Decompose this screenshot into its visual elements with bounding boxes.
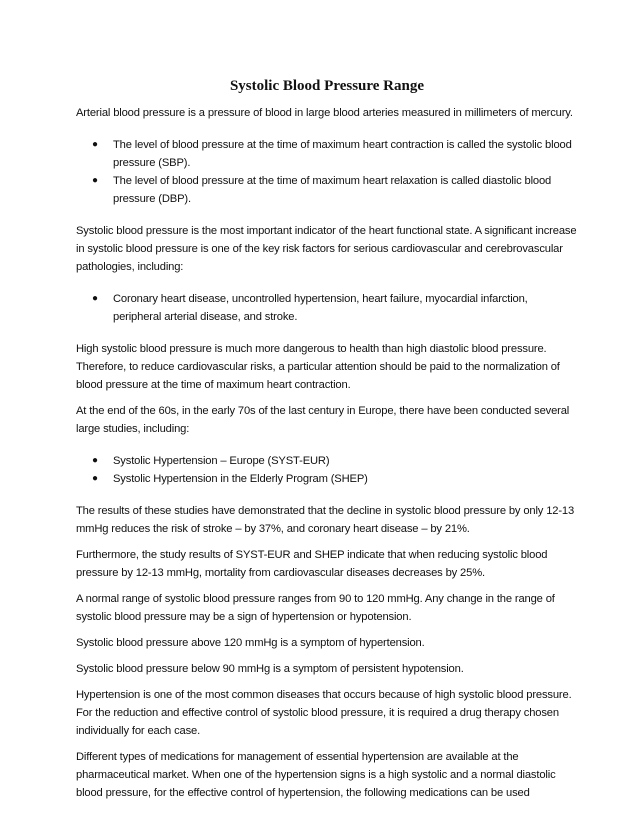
paragraph-mortality: Furthermore, the study results of SYST-EUR and SHEP indicate that when reducing systolic blood pressure by 12-13 mmHg, mortality from cardiovascular diseases decreases by 25%. <box>76 549 548 579</box>
paragraph-results: The results of these studies have demonstrated that the decline in systolic blood pressure by only 12-13 mmHg reduces the risk of stroke – by 37%, and coronary heart disease – by 21%. <box>76 505 575 535</box>
list-item <box>76 470 578 488</box>
studies-list <box>76 452 578 488</box>
paragraph-hypotension: Systolic blood pressure below 90 mmHg is a symptom of persistent hypotension. <box>76 663 464 675</box>
list-item <box>76 452 578 470</box>
list-item-text: The level of blood pressure at the time of maximum heart relaxation is called diastolic blood pressure (DBP). <box>113 175 552 205</box>
list-item <box>76 172 578 208</box>
list-item <box>76 290 578 326</box>
bullet-icon: ● <box>92 473 98 484</box>
bullet-icon: ● <box>92 293 98 304</box>
paragraph-medications: Different types of medications for management of essential hypertension are available at the pharmaceutical market. When one of the hypertension signs is a high systolic and a normal diastolic blood pressure, for the effective control of hypertension, the following medications can be used <box>76 751 556 799</box>
paragraph-common-disease: Hypertension is one of the most common diseases that occurs because of high systolic blood pressure. For the reduction and effective control of systolic blood pressure, it is required a drug therapy chosen individually for each case. <box>76 689 572 737</box>
paragraph-danger: High systolic blood pressure is much more dangerous to health than high diastolic blood pressure. Therefore, to reduce cardiovascular risks, a particular attention should be paid to the normalization of blood pressure at the time of maximum heart contraction. <box>76 343 560 391</box>
list-item-text: The level of blood pressure at the time of maximum heart contraction is called the systolic blood pressure (SBP). <box>113 139 572 169</box>
paragraph-intro: Arterial blood pressure is a pressure of blood in large blood arteries measured in millimeters of mercury. <box>76 107 573 119</box>
paragraph-hypertension: Systolic blood pressure above 120 mmHg is a symptom of hypertension. <box>76 637 425 649</box>
bullet-icon: ● <box>92 455 98 466</box>
paragraph-normal-range: A normal range of systolic blood pressure ranges from 90 to 120 mmHg. Any change in the range of systolic blood pressure may be a sign of hypertension or hypotension. <box>76 593 555 623</box>
list-item-text: Systolic Hypertension – Europe (SYST-EUR) <box>113 455 330 467</box>
pathologies-list <box>76 290 578 326</box>
bullet-icon: ● <box>92 175 98 186</box>
page-title: Systolic Blood Pressure Range <box>229 78 425 94</box>
list-item <box>76 136 578 172</box>
bp-definition-list <box>76 136 578 208</box>
paragraph-indicator: Systolic blood pressure is the most important indicator of the heart functional state. A significant increase in systolic blood pressure is one of the key risk factors for serious cardiovascular and cerebrovascular pathologies, including: <box>76 225 577 273</box>
list-item-text: Coronary heart disease, uncontrolled hypertension, heart failure, myocardial infarction, peripheral arterial disease, and stroke. <box>113 293 528 323</box>
list-item-text: Systolic Hypertension in the Elderly Program (SHEP) <box>113 473 368 485</box>
paragraph-studies: At the end of the 60s, in the early 70s of the last century in Europe, there have been conducted several large studies, including: <box>76 405 570 435</box>
bullet-icon: ● <box>92 139 98 150</box>
